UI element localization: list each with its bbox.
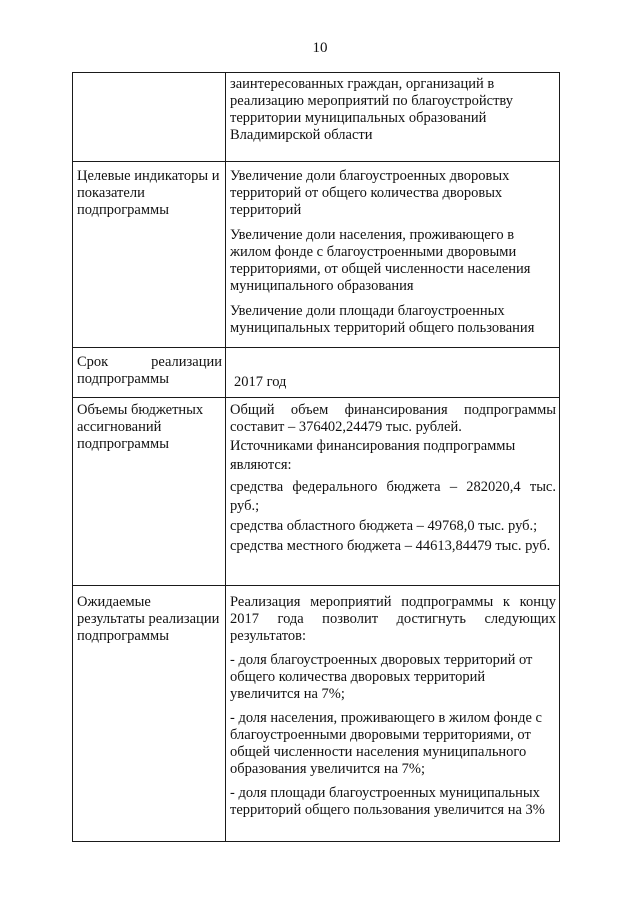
row-paragraph: - доля благоустроенных дворовых территорий от общего количества дворовых территорий увеличится на 7%; <box>230 652 533 702</box>
table-row <box>73 348 560 398</box>
row-paragraph: Реализация мероприятий подпрограммы к концу 2017 года позволит достигнуть следующих результатов: <box>230 594 556 644</box>
row-paragraph: Общий объем финансирования подпрограммы составит – 376402,24479 тыс. рублей. <box>230 402 556 435</box>
row-paragraph: 2017 год <box>234 374 287 390</box>
table-row <box>73 398 560 586</box>
row-label: Объемы бюджетных ассигнований подпрограммы <box>77 402 204 452</box>
row-paragraph: - доля площади благоустроенных муниципальных территорий общего пользования увеличится на 3% <box>230 785 545 818</box>
row-label-cell <box>73 162 226 348</box>
row-value-cell <box>226 348 560 398</box>
row-paragraph: Источниками финансирования подпрограммы являются: <box>230 438 516 473</box>
row-paragraph: средства федерального бюджета – 282020,4 тыс. руб.; <box>230 479 556 514</box>
row-paragraph: заинтересованных граждан, организаций в реализацию мероприятий по благоустройству территории муниципальных образований Владимирской области <box>230 76 514 143</box>
table-row <box>73 586 560 842</box>
row-paragraph: средства местного бюджета – 44613,84479 тыс. руб. <box>230 538 551 554</box>
passport-table <box>72 72 560 842</box>
row-label-cell <box>73 73 226 162</box>
page-number: 10 <box>312 40 328 56</box>
row-value-cell <box>226 73 560 162</box>
row-label: Ожидаемые результаты реализации подпрограммы <box>77 594 220 644</box>
table-row <box>73 162 560 348</box>
row-label-cell <box>73 586 226 842</box>
row-label: Срок реализации подпрограммы <box>77 354 222 387</box>
row-paragraph: - доля населения, проживающего в жилом фонде с благоустроенными дворовыми территориями, от общей численности населения муниципального образования увеличится на 7%; <box>230 710 542 777</box>
table-row <box>73 73 560 162</box>
row-paragraph: Увеличение доли благоустроенных дворовых территорий от общего количества дворовых территорий <box>230 168 510 218</box>
row-paragraph: средства областного бюджета – 49768,0 тыс. руб.; <box>230 518 538 534</box>
row-value-cell <box>226 398 560 586</box>
row-label: Целевые индикаторы и показатели подпрограммы <box>77 168 220 218</box>
row-paragraph: Увеличение доли населения, проживающего в жилом фонде с благоустроенными дворовыми территориями, от общей численности населения муниципального образования <box>230 227 531 294</box>
row-value-cell <box>226 586 560 842</box>
row-value-cell <box>226 162 560 348</box>
row-paragraph: Увеличение доли площади благоустроенных муниципальных территорий общего пользования <box>230 303 535 336</box>
row-label-cell <box>73 398 226 586</box>
row-label-cell <box>73 348 226 398</box>
